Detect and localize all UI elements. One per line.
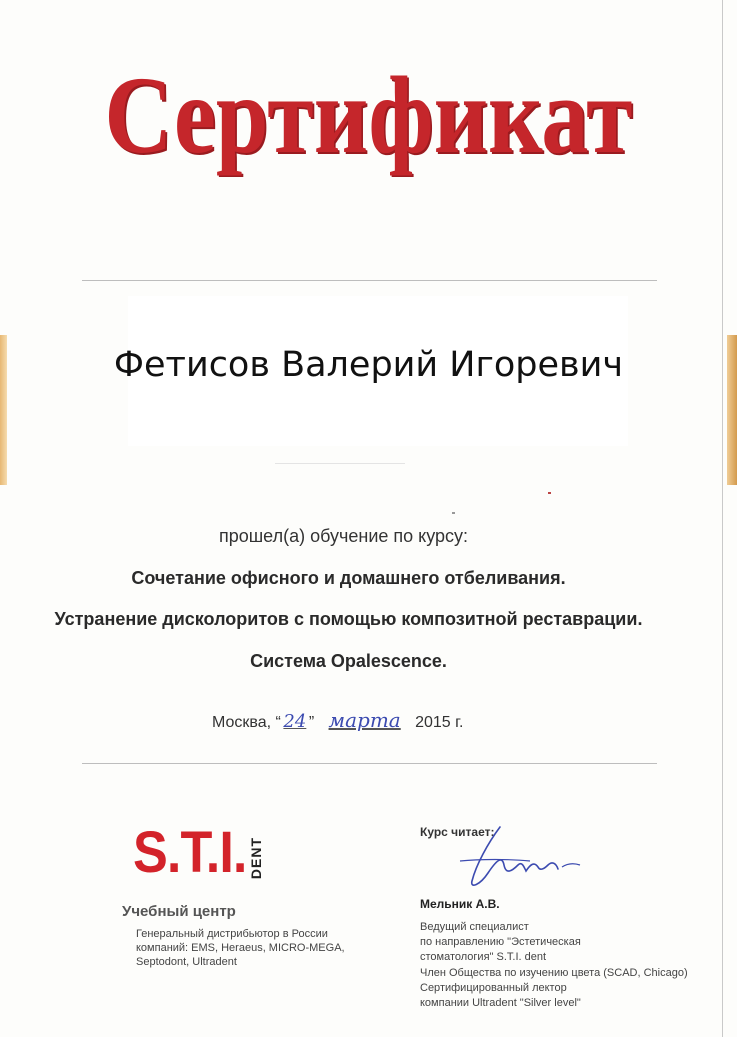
page-border-line	[722, 0, 723, 1037]
logo-sub-text: DENT	[248, 836, 264, 880]
training-center-label: Учебный центр	[122, 903, 236, 920]
distributor-line: компаний: EMS, Heraeus, MICRO-MEGA,	[136, 942, 345, 954]
date-day: 24	[283, 711, 307, 732]
ink-mark	[548, 492, 551, 494]
lecturer-signature	[440, 815, 600, 895]
lecturer-info-line: по направлению "Эстетическая	[420, 936, 581, 949]
course-line: Устранение дисколоритов с помощью композитной реставрации.	[54, 609, 643, 629]
logo-text: S.T.I.	[133, 820, 247, 885]
ink-mark	[452, 512, 455, 514]
date-city: Москва,	[212, 714, 272, 731]
divider-under-name	[275, 463, 405, 464]
logo-dent-vertical	[246, 828, 266, 888]
date-month: марта	[328, 708, 401, 732]
issue-date	[212, 708, 463, 732]
distributor-text	[136, 927, 345, 969]
date-quote-close: ”	[308, 714, 315, 731]
date-quote-open: “	[275, 714, 281, 731]
course-line: Система Opalescence.	[250, 651, 447, 671]
lecturer-heading: Курс читает:	[420, 825, 495, 839]
distributor-line: Septodont, Ultradent	[136, 956, 237, 968]
sti-dent-logo	[133, 818, 259, 888]
lecturer-info-line: Ведущий специалист	[420, 921, 529, 933]
lecturer-info	[420, 920, 688, 1011]
course-line: Сочетание офисного и домашнего отбеливания.	[131, 568, 566, 588]
date-year: 2015 г.	[415, 714, 464, 731]
lecturer-info-line: стоматология" S.T.I. dent	[420, 951, 547, 964]
passed-course-text: прошел(а) обучение по курсу:	[218, 526, 469, 546]
divider-top	[82, 280, 657, 281]
recipient-name: Фетисов Валерий Игоревич	[113, 345, 624, 385]
divider-bottom	[82, 763, 657, 764]
distributor-line: Генеральный дистрибьютор в России	[136, 928, 328, 940]
lecturer-info-line: Сертифицированный лектор	[420, 981, 567, 994]
lecturer-info-line: Член Общества по изучению цвета (SCAD, Chicago)	[420, 966, 688, 979]
lecturer-info-line: компании Ultradent "Silver level"	[420, 997, 581, 1010]
lecturer-name: Мельник А.В.	[420, 897, 500, 911]
certificate-title: Сертификат	[104, 54, 633, 176]
